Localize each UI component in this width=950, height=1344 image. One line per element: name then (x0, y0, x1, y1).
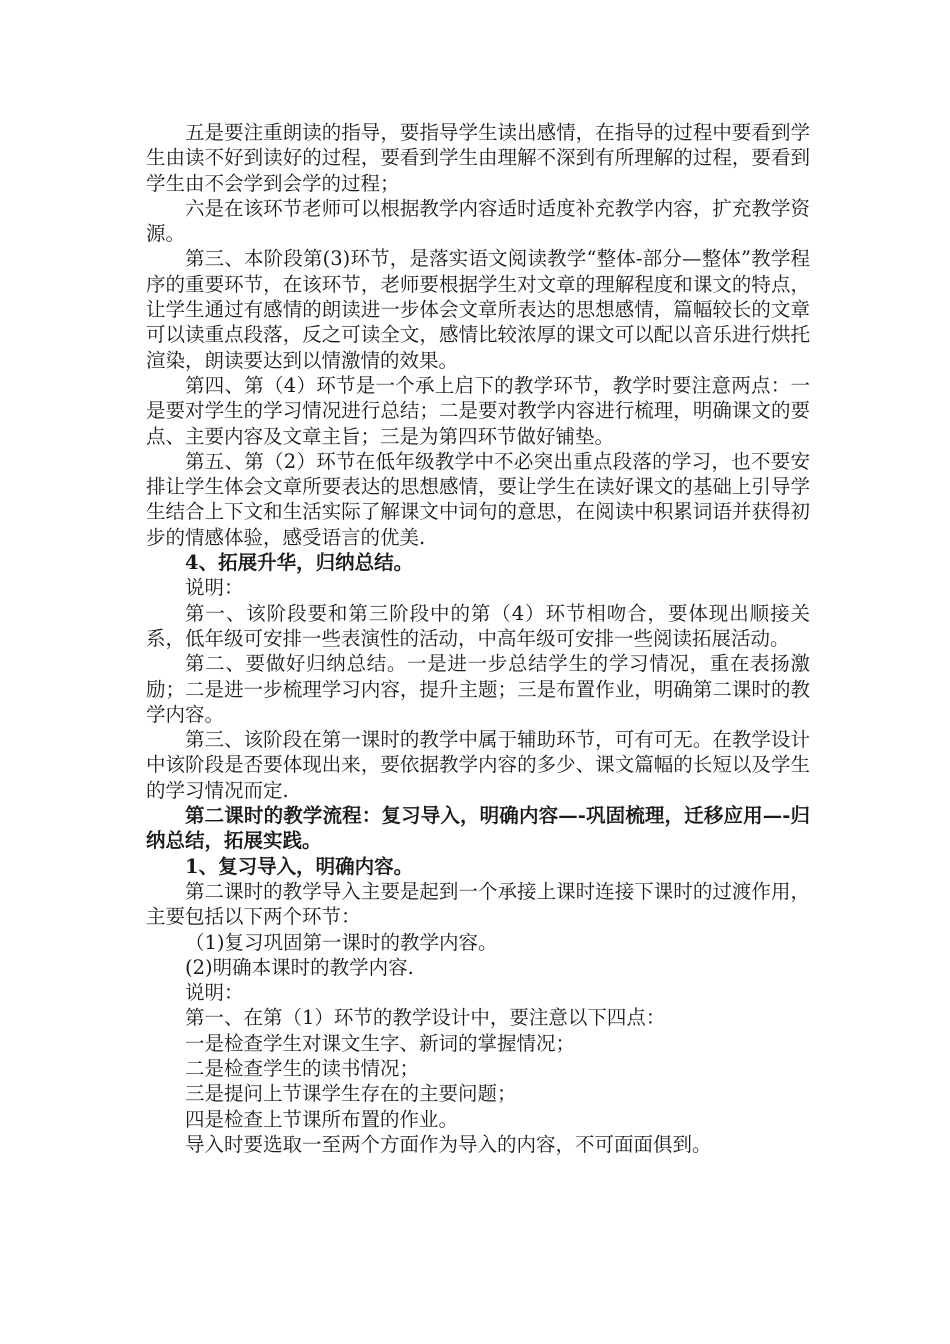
list-item-check-reading: 二是检查学生的读书情况； (185, 1056, 420, 1080)
explanation-label: 说明： (185, 576, 244, 600)
section-heading-extension: 4、拓展升华，归纳总结。 (185, 551, 414, 575)
paragraph-fifth-point: 第五、第（2）环节在低年级教学中不必突出重点段落的学习，也不要安排让学生体会文章所要表达的思想感情，要让学生在读好课文的基础上引导学生结合上下文和生活实际了解课文中词句的意思，在阅读中积累词语并获得初步的情感体验，感受语言的优美. (146, 449, 810, 549)
list-item-check-homework: 四是检查上节课所布置的作业。 (185, 1107, 459, 1131)
paragraph-reading-guidance: 五是要注重朗读的指导，要指导学生读出感情，在指导的过程中要看到学生由读不好到读好的过程，要看到学生由理解不深到有所理解的过程，要看到学生由不会学到会学的过程； (146, 121, 810, 195)
section-heading-second-lesson: 第二课时的教学流程：复习导入，明确内容—-巩固梳理，迁移应用—-归纳总结，拓展实践。 (146, 804, 810, 853)
paragraph-supplement-content: 六是在该环节老师可以根据教学内容适时适度补充教学内容，扩充教学资源。 (146, 196, 810, 246)
list-item-step-1: （1)复习巩固第一课时的教学内容。 (185, 930, 498, 954)
paragraph-stage-third: 第三、该阶段在第一课时的教学中属于辅助环节，可有可无。在教学设计中该阶段是否要体现出来，要依据教学内容的多少、课文篇幅的长短以及学生的学习情况而定. (146, 728, 810, 802)
paragraph-design-points: 第一、在第（1）环节的教学设计中，要注意以下四点： (185, 1006, 666, 1030)
section-heading-review: 1、复习导入，明确内容。 (185, 854, 414, 878)
document-page (146, 120, 810, 1157)
list-item-step-2: (2)明确本课时的教学内容. (185, 955, 414, 979)
list-item-ask-problems: 三是提问上节课学生存在的主要问题； (185, 1082, 517, 1106)
explanation-label-2: 说明： (185, 981, 244, 1005)
paragraph-stage-second: 第二、要做好归纳总结。一是进一步总结学生的学习情况，重在表扬激励；二是进一步梳理学习内容，提升主题；三是布置作业，明确第二课时的教学内容。 (146, 652, 810, 726)
paragraph-third-point: 第三、本阶段第(3)环节，是落实语文阅读教学“整体-部分—整体”教学程序的重要环节，在该环节，老师要根据学生对文章的理解程度和课文的特点，让学生通过有感情的朗读进一步体会文章所表达的思想感情，篇幅较长的文章可以读重点段落，反之可读全文，感情比较浓厚的课文可以配以音乐进行烘托渲染，朗读要达到以情激情的效果。 (146, 247, 810, 372)
paragraph-fourth-point: 第四、第（4）环节是一个承上启下的教学环节，教学时要注意两点：一是要对学生的学习情况进行总结；二是要对教学内容进行梳理，明确课文的要点、主要内容及文章主旨；三是为第四环节做好铺垫。 (146, 373, 810, 448)
paragraph-intro-selection: 导入时要选取一至两个方面作为导入的内容，不可面面俱到。 (185, 1132, 712, 1156)
list-item-check-words: 一是检查学生对课文生字、新词的掌握情况； (185, 1031, 576, 1055)
paragraph-intro-role: 第二课时的教学导入主要是起到一个承接上课时连接下课时的过渡作用，主要包括以下两个环节： (146, 879, 810, 929)
paragraph-stage-first: 第一、该阶段要和第三阶段中的第（4）环节相吻合，要体现出顺接关系，低年级可安排一些表演性的活动，中高年级可安排一些阅读拓展活动。 (146, 601, 810, 650)
